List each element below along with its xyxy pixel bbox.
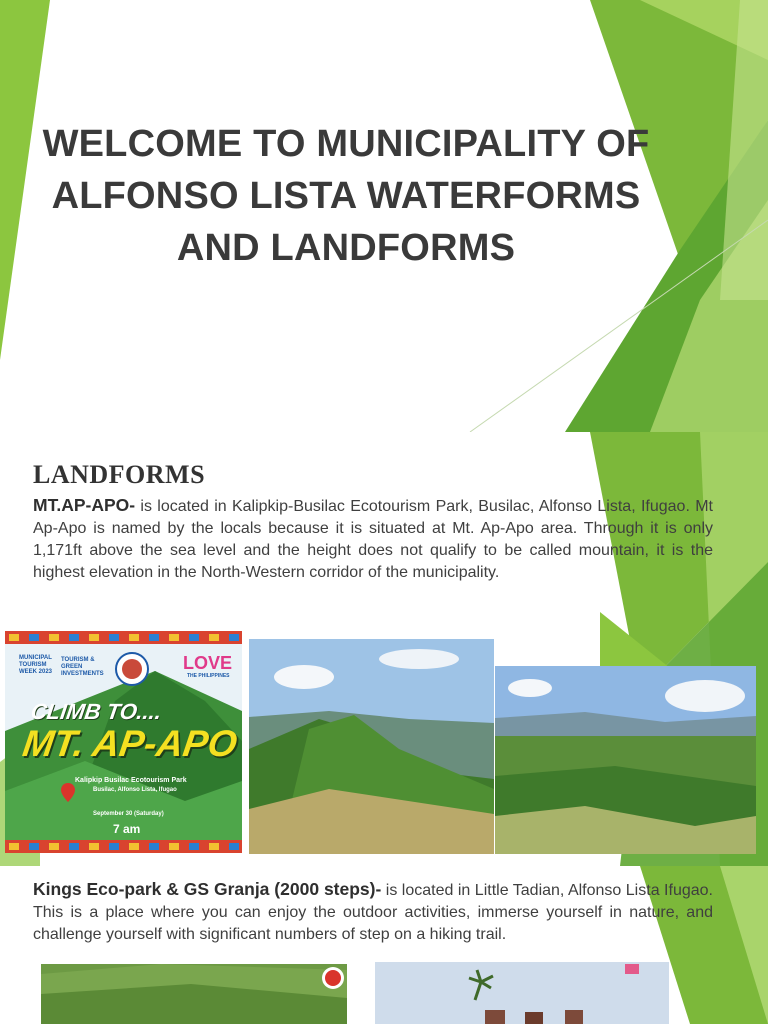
section-heading: LANDFORMS: [33, 460, 206, 489]
title-slide: [0, 0, 768, 432]
hill-photo-image: [41, 964, 347, 1024]
poster-tourism-week: MUNICIPAL TOURISM WEEK 2023: [19, 655, 53, 675]
poster-mountain: MT. AP-APO: [20, 723, 240, 764]
ridge-photo-image: [249, 639, 494, 854]
ecopark-slide: [0, 866, 768, 1024]
mtapapo-valley-photo: [495, 666, 756, 854]
mtapapo-poster: [5, 631, 242, 853]
ecopark-hill-photo: [41, 964, 347, 1024]
ecopark-steps-photo: [375, 962, 669, 1024]
poster-time: 7 am: [113, 822, 141, 836]
valley-photo-image: [495, 666, 756, 854]
landforms-slide: [0, 432, 768, 866]
mtapapo-ridge-photo: [249, 639, 494, 854]
poster-love: LOVE: [183, 653, 233, 673]
kings-ecopark-text: is located in Little Tadian, Alfonso Lista Ifugao. This is a place where you can enjoy the outdoor activities, immerse yourself in nature, and challenge yourself with significant numbers of step on a hiking trail.: [33, 882, 713, 943]
title-line-1: WELCOME TO MUNICIPALITY OF: [42, 123, 650, 165]
mtapapo-name: MT.AP-APO-: [33, 495, 136, 515]
poster-theme: TOURISM & GREEN INVESTMENTS: [61, 657, 104, 677]
poster-love-sub: THE PHILIPPINES: [187, 673, 230, 679]
title-line-3: AND LANDFORMS: [176, 227, 516, 269]
slide-title: [8, 118, 684, 274]
mtapapo-description: [33, 494, 713, 584]
poster-date: September 30 (Saturday): [93, 811, 164, 817]
title-line-2: ALFONSO LISTA WATERFORMS: [51, 175, 641, 217]
poster-climb: CLIMB TO....: [29, 699, 164, 724]
steps-photo-image: [375, 962, 669, 1024]
mtapapo-text: is located in Kalipkip-Busilac Ecotourism Park, Busilac, Alfonso Lista, Ifugao. Mt Ap-Apo is named by the locals because it is situated at Mt. Ap-Apo area. Through it is only 1,171ft above the sea level and the height does not qualify to be called mountain, it is the highest elevation in the North-Western corridor of the municipality.: [33, 498, 713, 581]
kings-ecopark-name: Kings Eco-park & GS Granja (2000 steps)-: [33, 879, 382, 899]
poster-venue-line-1: Kalipkip Busilac Ecotourism Park: [75, 777, 187, 784]
poster-venue-line-2: Busilac, Alfonso Lista, Ifugao: [93, 787, 177, 793]
kings-ecopark-description: [33, 878, 713, 946]
